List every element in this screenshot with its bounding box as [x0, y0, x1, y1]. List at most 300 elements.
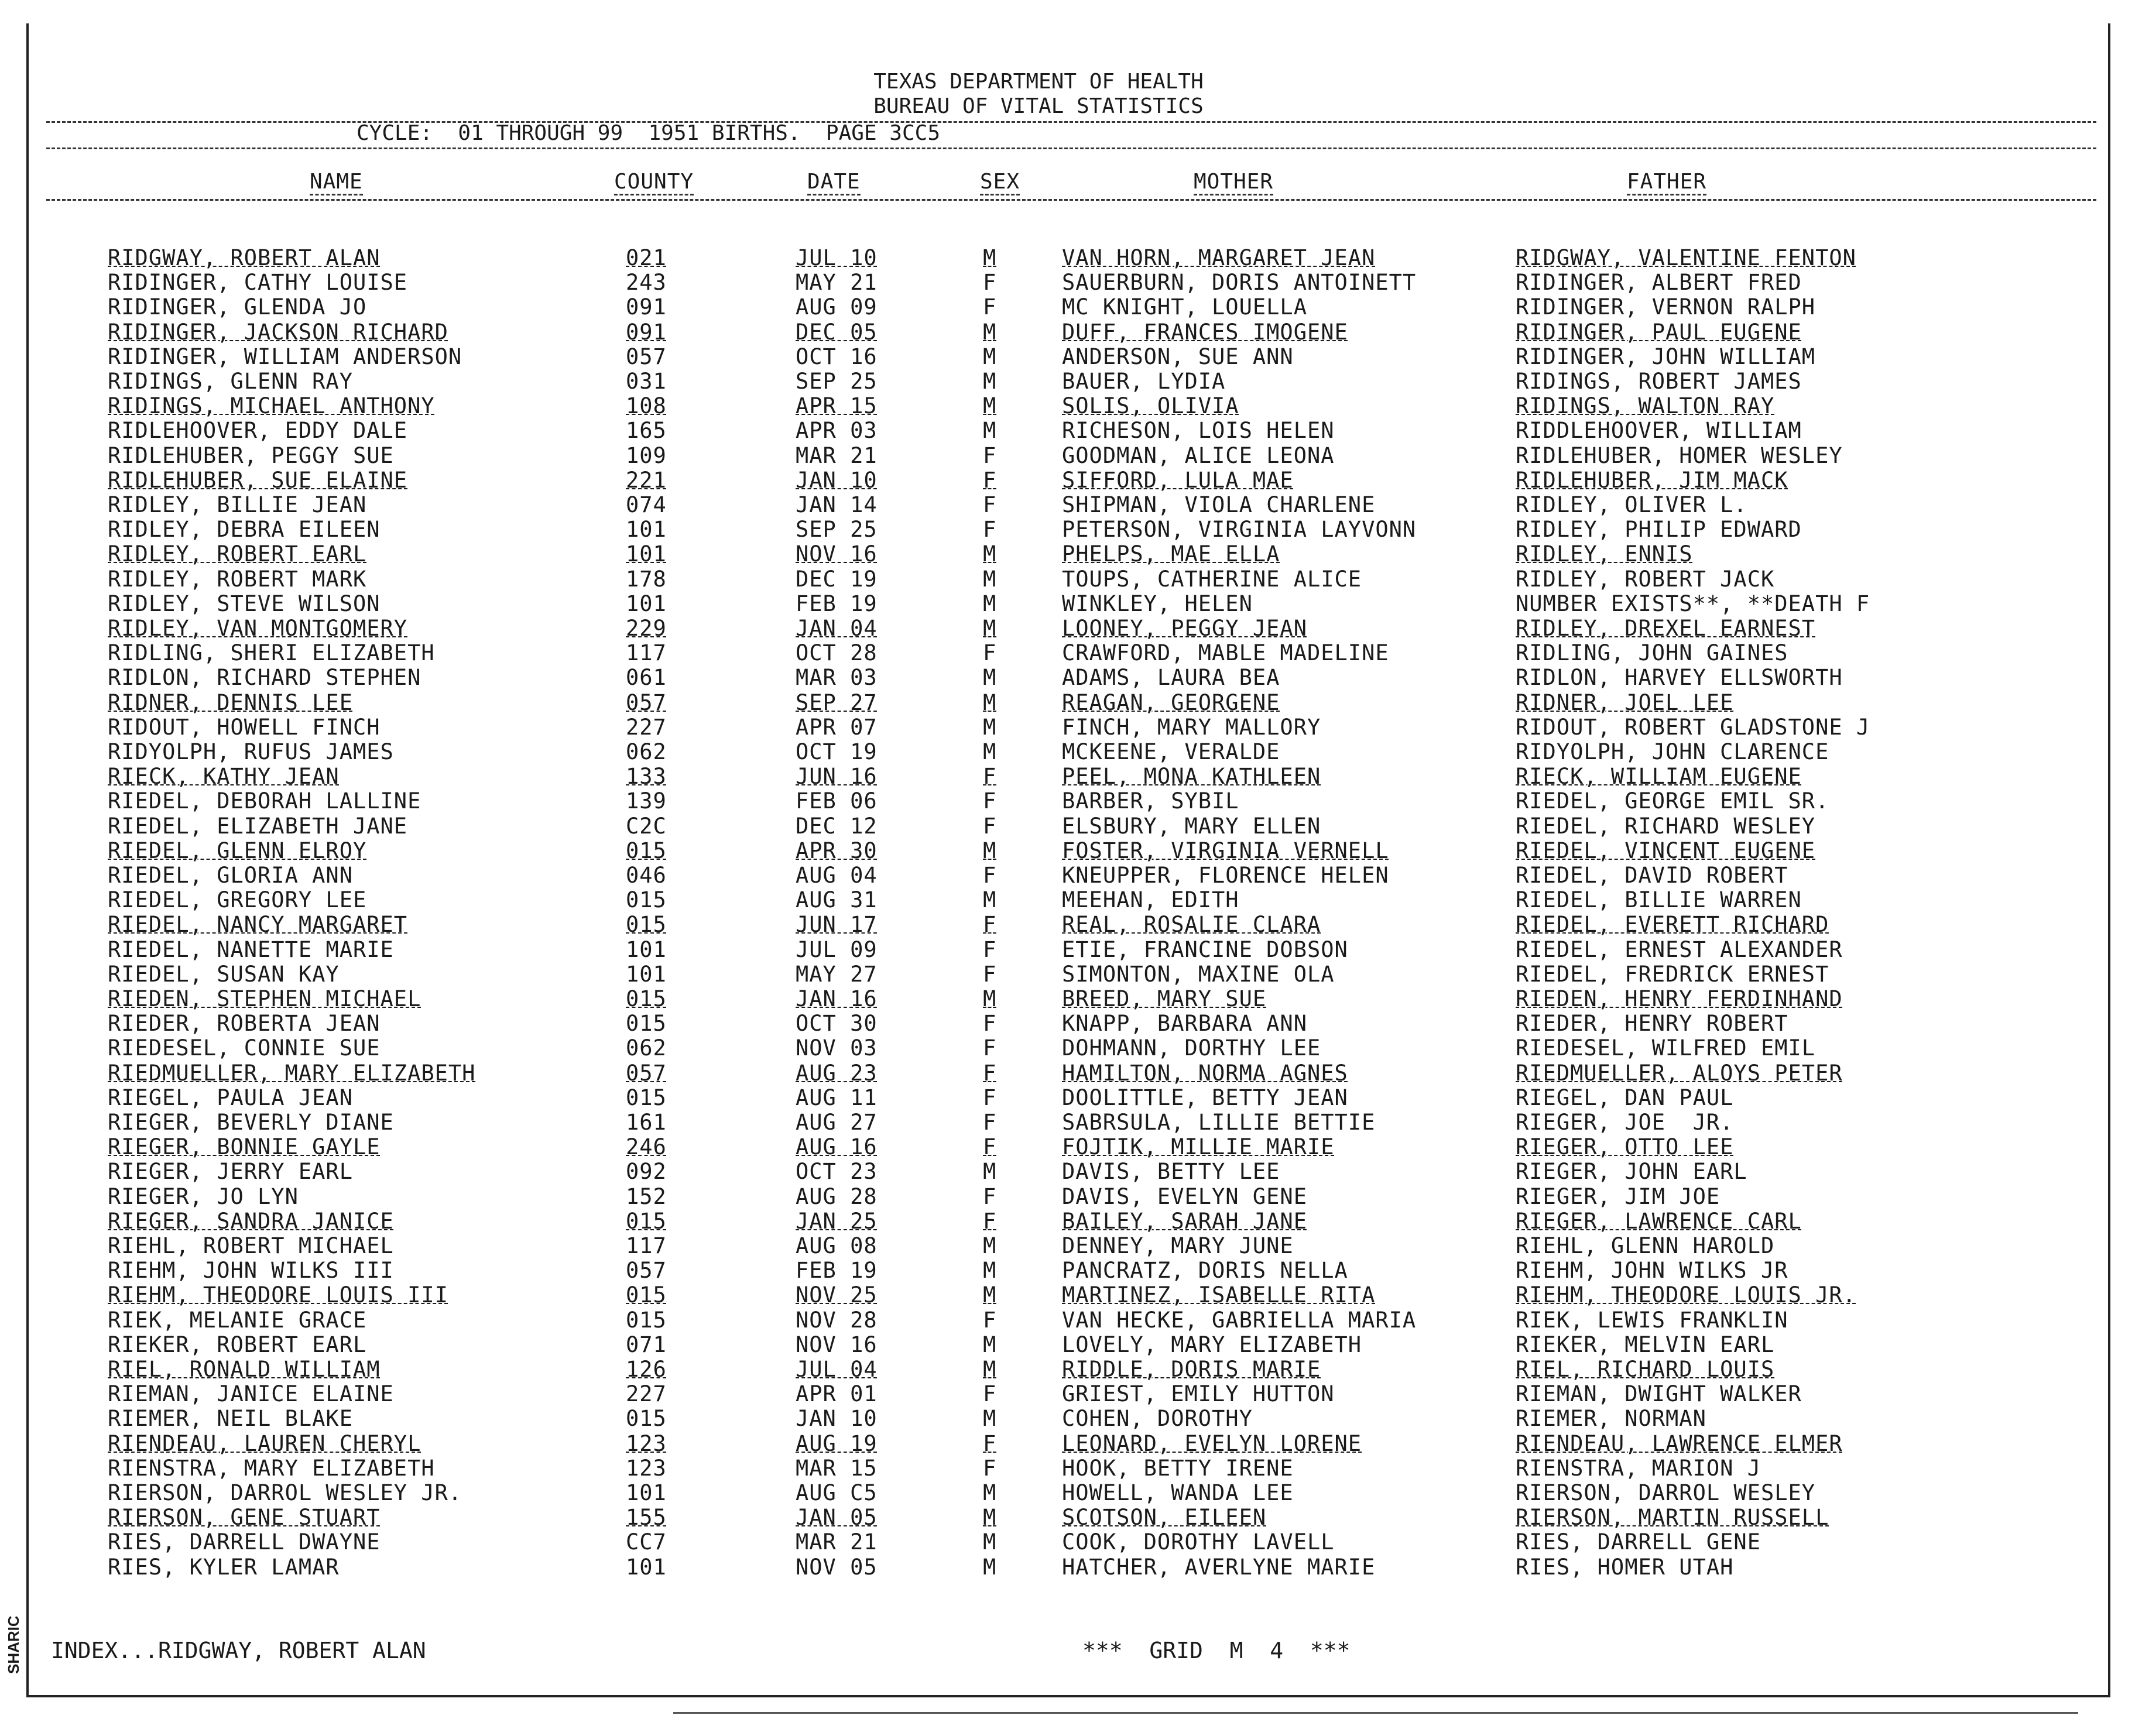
record-county: 031 [626, 369, 667, 394]
record-county: 246 [626, 1134, 667, 1159]
record-name: RIDLEY, BILLIE JEAN [108, 492, 367, 517]
record-mother: PETERSON, VIRGINIA LAYVONN [1062, 517, 1417, 542]
column-header-county: COUNTY [614, 170, 694, 195]
record-name: RIECK, KATHY JEAN [108, 764, 340, 789]
record-name: RIEDEL, NANCY MARGARET [108, 912, 408, 937]
record-county: 101 [626, 1555, 667, 1580]
record-sex: F [983, 962, 997, 987]
bottom-rule [673, 1712, 2078, 1714]
record-father: RIEGER, OTTO LEE [1516, 1134, 1734, 1159]
record-father: RIDOUT, ROBERT GLADSTONE J [1516, 715, 1870, 740]
record-county: 117 [626, 640, 667, 665]
grid-footer: *** GRID M 4 *** [1082, 1638, 1351, 1663]
record-father: RIDGWAY, VALENTINE FENTON [1516, 245, 1856, 270]
record-mother: SIMONTON, MAXINE OLA [1062, 962, 1335, 987]
record-name: RIDINGS, MICHAEL ANTHONY [108, 393, 435, 418]
record-mother: HATCHER, AVERLYNE MARIE [1062, 1555, 1376, 1580]
record-mother: COHEN, DOROTHY [1062, 1406, 1253, 1431]
record-mother: MEEHAN, EDITH [1062, 887, 1239, 912]
table-row [29, 987, 2108, 1011]
record-name: RIDLEY, STEVE WILSON [108, 591, 381, 616]
record-mother: DOHMANN, DORTHY LEE [1062, 1035, 1321, 1061]
record-name: RIEDMUELLER, MARY ELIZABETH [108, 1061, 476, 1086]
record-county: 021 [626, 245, 667, 270]
record-father: RIEHM, THEODORE LOUIS JR. [1516, 1282, 1856, 1308]
record-sex: F [983, 1381, 997, 1406]
record-date: JUN 17 [796, 912, 878, 937]
record-name: RIDYOLPH, RUFUS JAMES [108, 739, 394, 764]
record-mother: SCOTSON, EILEEN [1062, 1505, 1267, 1530]
record-date: AUG 04 [796, 863, 878, 888]
record-father: RIDLON, HARVEY ELLSWORTH [1516, 665, 1843, 690]
record-county: 015 [626, 912, 667, 937]
record-father: RIDLEHUBER, HOMER WESLEY [1516, 443, 1843, 468]
table-row [29, 1061, 2108, 1086]
record-county: 092 [626, 1159, 667, 1184]
record-date: AUG 16 [796, 1134, 878, 1159]
record-name: RIES, DARRELL DWAYNE [108, 1529, 381, 1555]
record-sex: M [983, 591, 997, 616]
record-date: JAN 14 [796, 492, 878, 517]
table-row [29, 1258, 2108, 1283]
record-date: JAN 25 [796, 1209, 878, 1234]
record-date: APR 15 [796, 393, 878, 418]
record-name: RIEKER, ROBERT EARL [108, 1332, 367, 1357]
record-name: RIEGER, SANDRA JANICE [108, 1209, 394, 1234]
record-mother: HOOK, BETTY IRENE [1062, 1456, 1294, 1481]
column-header-mother: MOTHER [1194, 170, 1273, 195]
record-county: 015 [626, 1406, 667, 1431]
table-row [29, 789, 2108, 814]
record-sex: M [983, 1529, 997, 1555]
record-date: AUG 27 [796, 1110, 878, 1135]
record-county: 091 [626, 320, 667, 345]
record-name: RIDINGER, WILLIAM ANDERSON [108, 344, 462, 369]
table-row [29, 1036, 2108, 1061]
record-date: APR 01 [796, 1381, 878, 1406]
table-row [29, 246, 2108, 270]
record-father: RIDNER, JOEL LEE [1516, 690, 1734, 715]
record-county: 015 [626, 838, 667, 863]
record-date: NOV 16 [796, 1332, 878, 1357]
record-sex: M [983, 1505, 997, 1530]
record-date: OCT 16 [796, 344, 878, 369]
record-date: AUG 11 [796, 1085, 878, 1110]
record-county: 046 [626, 863, 667, 888]
record-mother: COOK, DOROTHY LAVELL [1062, 1529, 1335, 1555]
record-sex: M [983, 616, 997, 641]
record-name: RIENSTRA, MARY ELIZABETH [108, 1456, 435, 1481]
record-date: JAN 16 [796, 986, 878, 1011]
record-date: JAN 10 [796, 468, 878, 493]
record-date: FEB 19 [796, 1258, 878, 1283]
record-mother: SOLIS, OLIVIA [1062, 393, 1239, 418]
record-sex: M [983, 1258, 997, 1283]
record-name: RIEDEL, NANETTE MARIE [108, 937, 394, 962]
record-name: RIEDEL, DEBORAH LALLINE [108, 788, 421, 814]
record-father: RIEGER, LAWRENCE CARL [1516, 1209, 1802, 1234]
record-father: NUMBER EXISTS**, **DEATH F [1516, 591, 1870, 616]
record-father: RIEK, LEWIS FRANKLIN [1516, 1308, 1788, 1333]
record-sex: F [983, 1085, 997, 1110]
column-header-date: DATE [807, 170, 861, 195]
record-name: RIEGER, JO LYN [108, 1184, 299, 1209]
record-date: FEB 19 [796, 591, 878, 616]
record-date: APR 30 [796, 838, 878, 863]
record-father: RIDLEY, PHILIP EDWARD [1516, 517, 1802, 542]
table-row [29, 592, 2108, 616]
record-name: RIEMER, NEIL BLAKE [108, 1406, 353, 1431]
record-date: DEC 05 [796, 320, 878, 345]
record-father: RIEDER, HENRY ROBERT [1516, 1011, 1788, 1036]
record-father: RIENSTRA, MARION J [1516, 1456, 1761, 1481]
record-father: RIEHL, GLENN HAROLD [1516, 1233, 1775, 1258]
table-row [29, 1110, 2108, 1135]
record-sex: F [983, 1110, 997, 1135]
record-sex: F [983, 912, 997, 937]
microfilm-page [26, 23, 2110, 1697]
record-father: RIECK, WILLIAM EUGENE [1516, 764, 1802, 789]
record-county: 015 [626, 1085, 667, 1110]
table-row [29, 740, 2108, 764]
record-sex: F [983, 788, 997, 814]
table-row [29, 444, 2108, 468]
record-county: 074 [626, 492, 667, 517]
record-date: JUL 10 [796, 245, 878, 270]
record-name: RIES, KYLER LAMAR [108, 1555, 340, 1580]
record-mother: DAVIS, EVELYN GENE [1062, 1184, 1307, 1209]
record-mother: RIDDLE, DORIS MARIE [1062, 1357, 1321, 1382]
record-date: AUG 28 [796, 1184, 878, 1209]
record-mother: SIFFORD, LULA MAE [1062, 468, 1294, 493]
table-row [29, 691, 2108, 715]
table-row [29, 962, 2108, 987]
table-row [29, 1505, 2108, 1530]
record-name: RIEGEL, PAULA JEAN [108, 1085, 353, 1110]
record-county: 015 [626, 1209, 667, 1234]
record-date: APR 07 [796, 715, 878, 740]
table-row [29, 345, 2108, 369]
record-father: RIEL, RICHARD LOUIS [1516, 1357, 1775, 1382]
record-sex: M [983, 393, 997, 418]
record-sex: M [983, 986, 997, 1011]
column-header-name: NAME [310, 170, 363, 195]
table-row [29, 839, 2108, 863]
record-mother: FOSTER, VIRGINIA VERNELL [1062, 838, 1389, 863]
table-row [29, 641, 2108, 665]
table-row [29, 715, 2108, 740]
record-county: 152 [626, 1184, 667, 1209]
record-sex: M [983, 541, 997, 567]
record-father: RIEGER, JIM JOE [1516, 1184, 1721, 1209]
record-name: RIEHL, ROBERT MICHAEL [108, 1233, 394, 1258]
index-footer: INDEX...RIDGWAY, ROBERT ALAN [51, 1638, 426, 1663]
table-row [29, 1530, 2108, 1555]
record-father: RIERSON, DARROL WESLEY [1516, 1480, 1816, 1505]
record-mother: SABRSULA, LILLIE BETTIE [1062, 1110, 1376, 1135]
record-name: RIEDEN, STEPHEN MICHAEL [108, 986, 421, 1011]
record-father: RIDLEY, OLIVER L. [1516, 492, 1747, 517]
record-name: RIEMAN, JANICE ELAINE [108, 1381, 394, 1406]
table-row [29, 814, 2108, 839]
record-father: RIEDEL, BILLIE WARREN [1516, 887, 1802, 912]
record-mother: ELSBURY, MARY ELLEN [1062, 814, 1321, 839]
record-county: CC7 [626, 1529, 667, 1555]
record-county: 123 [626, 1431, 667, 1456]
record-father: RIEHM, JOHN WILKS JR [1516, 1258, 1788, 1283]
record-date: DEC 12 [796, 814, 878, 839]
record-county: 057 [626, 690, 667, 715]
record-mother: DUFF, FRANCES IMOGENE [1062, 320, 1348, 345]
record-mother: CRAWFORD, MABLE MADELINE [1062, 640, 1389, 665]
record-father: RIES, HOMER UTAH [1516, 1555, 1734, 1580]
record-date: JAN 10 [796, 1406, 878, 1431]
record-sex: F [983, 517, 997, 542]
record-sex: F [983, 764, 997, 789]
record-county: 178 [626, 567, 667, 592]
record-sex: F [983, 1035, 997, 1061]
table-row [29, 863, 2108, 888]
side-mark: SHARIC [5, 1615, 22, 1674]
record-sex: F [983, 1011, 997, 1036]
record-father: RIEGER, JOHN EARL [1516, 1159, 1747, 1184]
record-county: 229 [626, 616, 667, 641]
record-date: JUL 09 [796, 937, 878, 962]
table-row [29, 369, 2108, 394]
table-row [29, 912, 2108, 937]
record-mother: DOOLITTLE, BETTY JEAN [1062, 1085, 1348, 1110]
record-date: JUN 16 [796, 764, 878, 789]
record-sex: M [983, 320, 997, 345]
record-mother: BARBER, SYBIL [1062, 788, 1239, 814]
record-mother: LEONARD, EVELYN LORENE [1062, 1431, 1362, 1456]
record-sex: F [983, 1308, 997, 1333]
record-county: 071 [626, 1332, 667, 1357]
record-sex: F [983, 492, 997, 517]
table-row [29, 1283, 2108, 1308]
record-mother: ADAMS, LAURA BEA [1062, 665, 1280, 690]
table-row [29, 320, 2108, 345]
record-sex: F [983, 1431, 997, 1456]
agency-title: TEXAS DEPARTMENT OF HEALTH [873, 70, 1204, 94]
record-mother: MARTINEZ, ISABELLE RITA [1062, 1282, 1376, 1308]
record-county: 101 [626, 541, 667, 567]
record-date: OCT 30 [796, 1011, 878, 1036]
table-row [29, 1406, 2108, 1431]
table-row [29, 394, 2108, 418]
record-name: RIEK, MELANIE GRACE [108, 1308, 367, 1333]
record-name: RIERSON, DARROL WESLEY JR. [108, 1480, 462, 1505]
record-county: 015 [626, 887, 667, 912]
record-county: 057 [626, 1258, 667, 1283]
record-name: RIDLING, SHERI ELIZABETH [108, 640, 435, 665]
record-father: RIEDEL, FREDRICK ERNEST [1516, 962, 1829, 987]
record-mother: REAL, ROSALIE CLARA [1062, 912, 1321, 937]
record-mother: GOODMAN, ALICE LEONA [1062, 443, 1335, 468]
record-county: 221 [626, 468, 667, 493]
record-county: 108 [626, 393, 667, 418]
table-row [29, 1185, 2108, 1209]
record-name: RIDOUT, HOWELL FINCH [108, 715, 381, 740]
record-father: RIDLEY, ENNIS [1516, 541, 1693, 567]
record-mother: VAN HECKE, GABRIELLA MARIA [1062, 1308, 1417, 1333]
record-sex: M [983, 838, 997, 863]
record-date: AUG 31 [796, 887, 878, 912]
record-date: AUG 19 [796, 1431, 878, 1456]
header-rule-2 [46, 147, 2096, 149]
record-mother: GRIEST, EMILY HUTTON [1062, 1381, 1335, 1406]
record-date: FEB 06 [796, 788, 878, 814]
record-sex: F [983, 468, 997, 493]
record-sex: M [983, 369, 997, 394]
record-sex: F [983, 294, 997, 320]
record-father: RIEDESEL, WILFRED EMIL [1516, 1035, 1816, 1061]
record-name: RIEDEL, SUSAN KAY [108, 962, 340, 987]
column-header-sex: SEX [980, 170, 1020, 195]
record-date: NOV 05 [796, 1555, 878, 1580]
record-name: RIEDEL, GREGORY LEE [108, 887, 367, 912]
record-county: 101 [626, 937, 667, 962]
table-row [29, 764, 2108, 789]
record-date: MAY 27 [796, 962, 878, 987]
record-date: AUG 23 [796, 1061, 878, 1086]
record-name: RIEGER, BEVERLY DIANE [108, 1110, 394, 1135]
record-sex: F [983, 937, 997, 962]
record-date: MAR 15 [796, 1456, 878, 1481]
record-mother: PANCRATZ, DORIS NELLA [1062, 1258, 1348, 1283]
table-row [29, 665, 2108, 690]
record-mother: LOONEY, PEGGY JEAN [1062, 616, 1307, 641]
record-county: 243 [626, 270, 667, 295]
record-name: RIDLEY, ROBERT MARK [108, 567, 367, 592]
record-county: 015 [626, 1011, 667, 1036]
record-name: RIEDEL, GLORIA ANN [108, 863, 353, 888]
record-name: RIEDEL, GLENN ELROY [108, 838, 367, 863]
record-date: OCT 23 [796, 1159, 878, 1184]
record-name: RIEDESEL, CONNIE SUE [108, 1035, 381, 1061]
record-mother: MC KNIGHT, LOUELLA [1062, 294, 1307, 320]
record-sex: M [983, 739, 997, 764]
record-sex: M [983, 1406, 997, 1431]
record-sex: F [983, 1184, 997, 1209]
table-row [29, 493, 2108, 517]
record-mother: KNAPP, BARBARA ANN [1062, 1011, 1307, 1036]
record-sex: M [983, 418, 997, 443]
bureau-title: BUREAU OF VITAL STATISTICS [873, 94, 1204, 118]
record-mother: ANDERSON, SUE ANN [1062, 344, 1294, 369]
record-county: C2C [626, 814, 667, 839]
record-name: RIDGWAY, ROBERT ALAN [108, 245, 381, 270]
record-sex: M [983, 715, 997, 740]
record-date: AUG 09 [796, 294, 878, 320]
record-sex: F [983, 1209, 997, 1234]
record-mother: LOVELY, MARY ELIZABETH [1062, 1332, 1362, 1357]
record-mother: KNEUPPER, FLORENCE HELEN [1062, 863, 1389, 888]
record-name: RIEGER, JERRY EARL [108, 1159, 353, 1184]
record-county: 133 [626, 764, 667, 789]
record-sex: M [983, 1357, 997, 1382]
record-date: MAR 21 [796, 1529, 878, 1555]
record-father: RIDINGER, JOHN WILLIAM [1516, 344, 1816, 369]
record-sex: M [983, 1233, 997, 1258]
record-county: 062 [626, 1035, 667, 1061]
record-father: RIEMER, NORMAN [1516, 1406, 1706, 1431]
table-row [29, 295, 2108, 320]
record-county: 057 [626, 1061, 667, 1086]
record-name: RIDINGER, JACKSON RICHARD [108, 320, 448, 345]
record-sex: M [983, 1480, 997, 1505]
table-row [29, 888, 2108, 912]
record-date: DEC 19 [796, 567, 878, 592]
table-row [29, 1159, 2108, 1184]
record-father: RIDLEY, DREXEL EARNEST [1516, 616, 1816, 641]
record-sex: F [983, 443, 997, 468]
record-county: 161 [626, 1110, 667, 1135]
record-name: RIDLON, RICHARD STEPHEN [108, 665, 421, 690]
record-date: SEP 27 [796, 690, 878, 715]
record-date: JAN 05 [796, 1505, 878, 1530]
record-sex: M [983, 344, 997, 369]
record-mother: WINKLEY, HELEN [1062, 591, 1253, 616]
record-name: RIDINGS, GLENN RAY [108, 369, 353, 394]
record-sex: F [983, 1061, 997, 1086]
record-name: RIDNER, DENNIS LEE [108, 690, 353, 715]
record-mother: FOJTIK, MILLIE MARIE [1062, 1134, 1335, 1159]
record-date: MAR 03 [796, 665, 878, 690]
record-name: RIDLEHOOVER, EDDY DALE [108, 418, 408, 443]
record-father: RIDINGS, WALTON RAY [1516, 393, 1775, 418]
table-row [29, 1308, 2108, 1333]
record-father: RIEGER, JOE JR. [1516, 1110, 1734, 1135]
table-row [29, 542, 2108, 567]
record-sex: M [983, 690, 997, 715]
table-row [29, 1011, 2108, 1036]
record-county: 123 [626, 1456, 667, 1481]
record-father: RIDINGER, ALBERT FRED [1516, 270, 1802, 295]
record-county: 015 [626, 1308, 667, 1333]
record-mother: PEEL, MONA KATHLEEN [1062, 764, 1321, 789]
record-county: 057 [626, 344, 667, 369]
record-mother: DAVIS, BETTY LEE [1062, 1159, 1280, 1184]
record-sex: F [983, 270, 997, 295]
record-father: RIEDMUELLER, ALOYS PETER [1516, 1061, 1843, 1086]
record-mother: RICHESON, LOIS HELEN [1062, 418, 1335, 443]
record-father: RIDDLEHOOVER, WILLIAM [1516, 418, 1802, 443]
record-father: RIDYOLPH, JOHN CLARENCE [1516, 739, 1829, 764]
record-mother: BAILEY, SARAH JANE [1062, 1209, 1307, 1234]
header-rule-1 [46, 121, 2096, 123]
record-date: NOV 28 [796, 1308, 878, 1333]
record-county: 062 [626, 739, 667, 764]
record-father: RIEKER, MELVIN EARL [1516, 1332, 1775, 1357]
record-sex: M [983, 665, 997, 690]
record-mother: SAUERBURN, DORIS ANTOINETT [1062, 270, 1417, 295]
record-date: SEP 25 [796, 517, 878, 542]
record-father: RIERSON, MARTIN RUSSELL [1516, 1505, 1829, 1530]
record-father: RIEDEL, EVERETT RICHARD [1516, 912, 1829, 937]
record-name: RIDLEY, VAN MONTGOMERY [108, 616, 408, 641]
record-county: 015 [626, 1282, 667, 1308]
record-name: RIEGER, BONNIE GAYLE [108, 1134, 381, 1159]
record-father: RIEGEL, DAN PAUL [1516, 1085, 1734, 1110]
table-row [29, 1086, 2108, 1110]
record-name: RIEHM, JOHN WILKS III [108, 1258, 394, 1283]
record-sex: F [983, 814, 997, 839]
record-name: RIDINGER, CATHY LOUISE [108, 270, 408, 295]
table-row [29, 616, 2108, 641]
record-mother: TOUPS, CATHERINE ALICE [1062, 567, 1362, 592]
table-row [29, 938, 2108, 962]
